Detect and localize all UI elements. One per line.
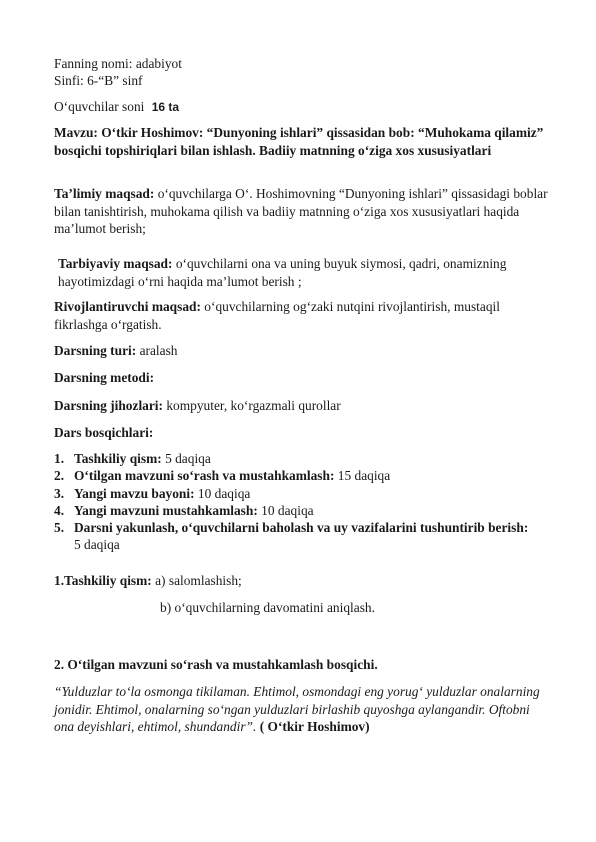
equipment-value: kompyuter, ko‘rgazmali qurollar	[166, 398, 341, 413]
stage-item: 2. O‘tilgan mavzuni so‘rash va mustahkamlash: 15 daqiqa	[54, 468, 391, 484]
topic-block	[54, 124, 554, 159]
students-label: O‘quvchilar soni	[54, 99, 145, 114]
grade-line: Sinfi: 6-“B” sinf	[54, 73, 143, 88]
education-goal	[54, 185, 554, 238]
equipment-label: Darsning jihozlari:	[54, 398, 163, 413]
lesson-type-value: aralash	[139, 343, 178, 358]
lesson-type	[54, 342, 554, 360]
stages-heading: Dars bosqichlari:	[54, 425, 154, 440]
organizational-label: 1.Tashkiliy qism:	[54, 573, 152, 588]
students-count: 16 ta	[151, 100, 180, 114]
students-line	[54, 98, 554, 117]
upbringing-goal-text: o‘quvchilarni ona va uning buyuk siymosi, qadri, onamizning hayotimizdagi o‘rni haqida ma’lumot berish ;	[58, 256, 507, 289]
stages-list	[54, 450, 536, 554]
organizational-item-b: b) o‘quvchilarning davomatini aniqlash.	[160, 600, 375, 615]
subject-line: Fanning nomi: adabiyot	[54, 56, 182, 71]
stage-item: 3. Yangi mavzu bayoni: 10 daqiqa	[54, 485, 251, 501]
development-goal-label: Rivojlantiruvchi maqsad:	[54, 299, 201, 314]
stage-item: 5. Darsni yakunlash, o‘quvchilarni baholash va uy vazifalarini tushuntirib berish: 5 daqiqa	[54, 520, 529, 553]
lesson-method-label: Darsning metodi:	[54, 370, 155, 385]
lesson-type-label: Darsning turi:	[54, 343, 137, 358]
equipment	[54, 397, 554, 415]
stage-item: 1. Tashkiliy qism: 5 daqiqa	[54, 451, 211, 466]
stage-item: 4. Yangi mavzuni mustahkamlash: 10 daqiqa	[54, 502, 314, 518]
quote-text: “Yulduzlar to‘la osmonga tikilaman. Ehtimol, osmondagi eng yorug‘ yulduzlar onalarning jonidir. Ehtimol, onalarning so‘ngan yulduzlari birlashib quyoshga aylangandir. Oftobni ona deyishlari, ehtimol, shundandir”.	[54, 684, 540, 734]
organizational-item-a: a) salomlashish;	[155, 573, 242, 588]
education-goal-text: o‘quvchilarga O‘. Hoshimovning “Dunyoning ishlari” qissasidagi boblar bilan tanishtirish, muhokama qilish va badiiy matnning o‘ziga xos xususiyatlari haqida ma’lumot berish;	[54, 186, 548, 236]
review-heading: 2. O‘tilgan mavzuni so‘rash va mustahkamlash bosqichi.	[54, 657, 378, 672]
development-goal-text: o‘quvchilarning og‘zaki nutqini rivojlantirish, mustaqil fikrlashga o‘rgatish.	[54, 299, 500, 332]
quote-author: ( O‘tkir Hoshimov)	[259, 719, 370, 734]
quote-block	[54, 683, 552, 736]
organizational-part	[54, 572, 554, 590]
topic-text: O‘tkir Hoshimov: “Dunyoning ishlari” qissasidan bob: “Muhokama qilamiz” bosqichi topshiriqlari bilan ishlash. Badiiy matnning o‘ziga xos xususiyatlari	[54, 125, 544, 158]
topic-label: Mavzu:	[54, 125, 98, 140]
development-goal	[54, 298, 554, 333]
upbringing-goal-label: Tarbiyaviy maqsad:	[58, 256, 173, 271]
education-goal-label: Ta’limiy maqsad:	[54, 186, 155, 201]
upbringing-goal	[54, 255, 554, 290]
